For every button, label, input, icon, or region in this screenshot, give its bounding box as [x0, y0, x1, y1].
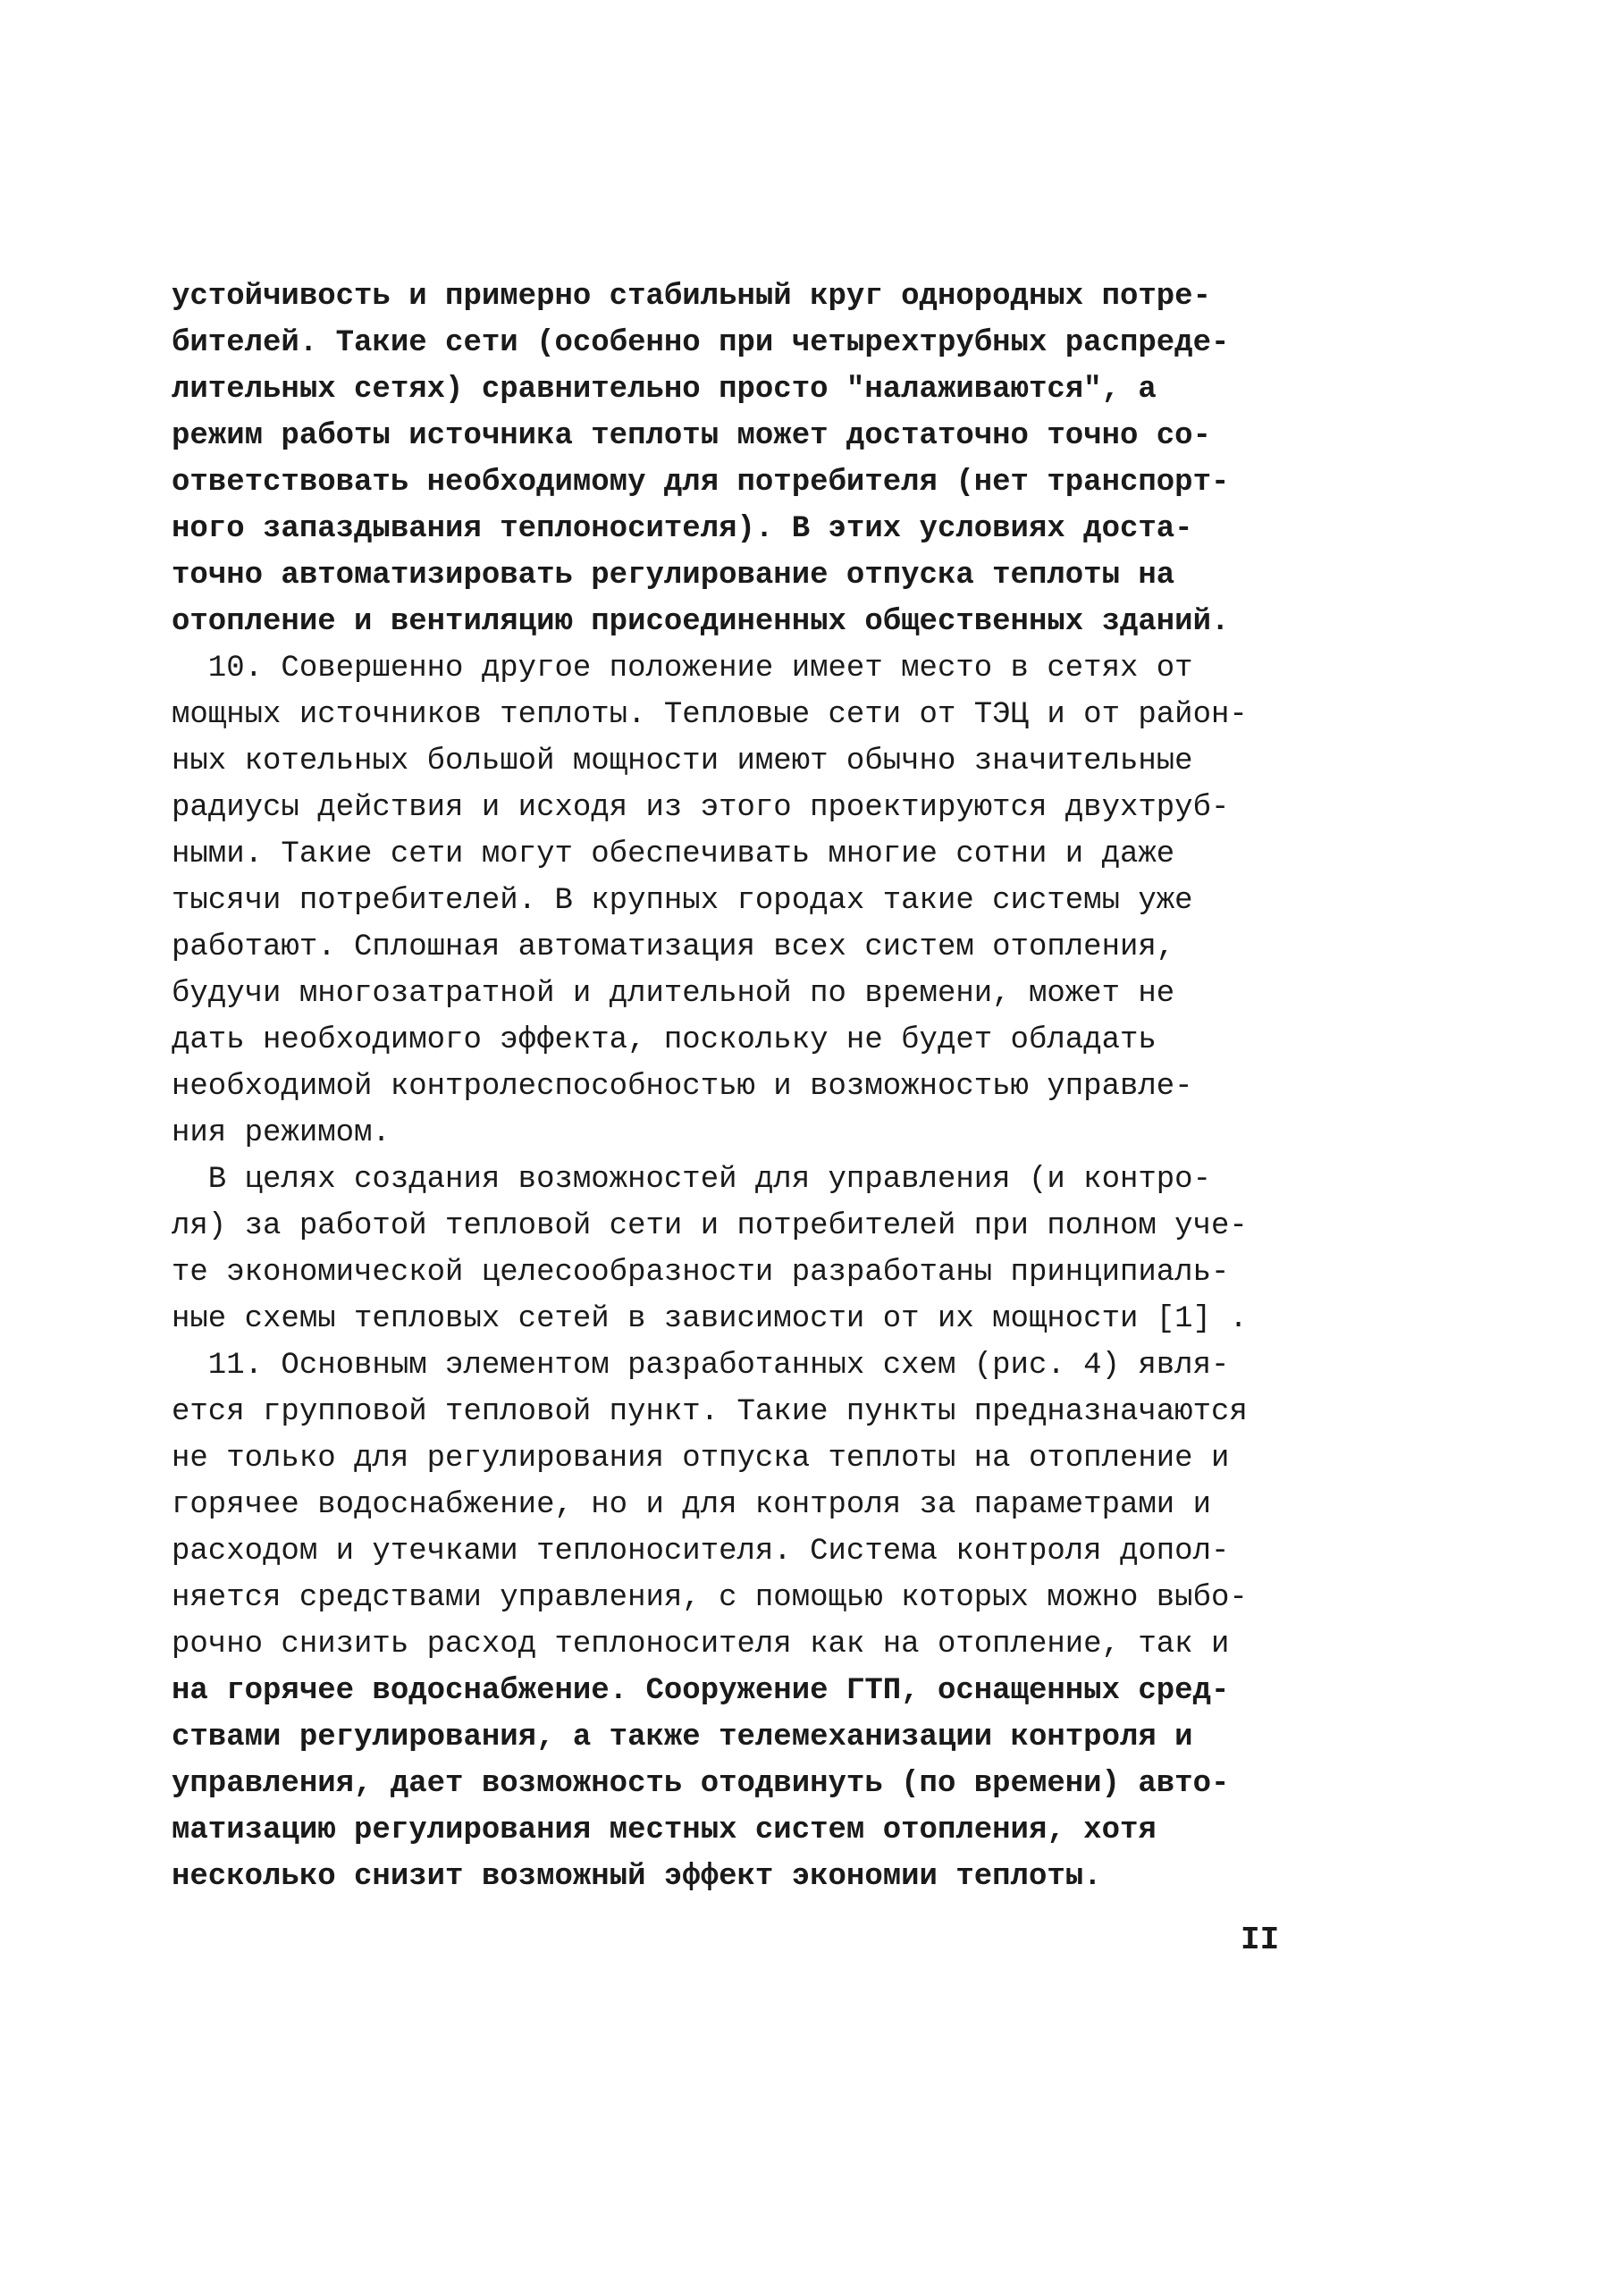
- text-line: матизацию регулирования местных систем отопления, хотя: [172, 1813, 1157, 1847]
- text-line: ответствовать необходимому для потребителя (нет транспорт-: [172, 466, 1230, 500]
- text-line: те экономической целесообразности разработаны принципиаль-: [172, 1256, 1230, 1290]
- text-line: тысячи потребителей. В крупных городах такие системы уже: [172, 884, 1193, 918]
- text-line: ных котельных большой мощности имеют обычно значительные: [172, 745, 1193, 778]
- text-line: устойчивость и примерно стабильный круг однородных потре-: [172, 280, 1211, 314]
- text-line: В целях создания возможностей для управления (и контро-: [172, 1163, 1211, 1197]
- text-line: радиусы действия и исходя из этого проектируются двухтруб-: [172, 791, 1230, 825]
- text-line: управления, дает возможность отодвинуть (по времени) авто-: [172, 1767, 1230, 1801]
- text-line: не только для регулирования отпуска теплоты на отопление и: [172, 1442, 1230, 1476]
- text-line: ется групповой тепловой пункт. Такие пункты предназначаются: [172, 1395, 1248, 1429]
- text-line: необходимой контролеспособностью и возможностью управле-: [172, 1070, 1193, 1104]
- text-line: бителей. Такие сети (особенно при четырехтрубных распреде-: [172, 326, 1230, 360]
- text-line: режим работы источника теплоты может достаточно точно со-: [172, 419, 1211, 453]
- text-line: мощных источников теплоты. Тепловые сети от ТЭЦ и от район-: [172, 698, 1248, 732]
- text-line: ного запаздывания теплоносителя). В этих условиях доста-: [172, 512, 1193, 546]
- text-line: няется средствами управления, с помощью которых можно выбо-: [172, 1581, 1248, 1615]
- text-line: ствами регулирования, а также телемеханизации контроля и: [172, 1721, 1193, 1754]
- text-line: горячее водоснабжение, но и для контроля за параметрами и: [172, 1488, 1211, 1522]
- text-line: на горячее водоснабжение. Сооружение ГТП, оснащенных сред-: [172, 1674, 1230, 1708]
- text-line: несколько снизит возможный эффект экономии теплоты.: [172, 1860, 1102, 1894]
- text-line: 10. Совершенно другое положение имеет место в сетях от: [172, 652, 1193, 686]
- text-line: будучи многозатратной и длительной по времени, может не: [172, 977, 1175, 1011]
- text-line: ля) за работой тепловой сети и потребителей при полном уче-: [172, 1209, 1248, 1243]
- text-line: расходом и утечками теплоносителя. Система контроля допол-: [172, 1535, 1230, 1569]
- text-line: ные схемы тепловых сетей в зависимости от их мощности [1] .: [172, 1302, 1248, 1336]
- text-line: точно автоматизировать регулирование отпуска теплоты на: [172, 559, 1175, 593]
- page-number: II: [1241, 1922, 1280, 1958]
- text-line: 11. Основным элементом разработанных схем (рис. 4) явля-: [172, 1349, 1230, 1383]
- text-line: лительных сетях) сравнительно просто "налаживаются", а: [172, 373, 1157, 407]
- text-line: ными. Такие сети могут обеспечивать многие сотни и даже: [172, 837, 1175, 871]
- text-line: ния режимом.: [172, 1116, 391, 1150]
- text-line: работают. Сплошная автоматизация всех систем отопления,: [172, 930, 1175, 964]
- text-line: рочно снизить расход теплоносителя как на отопление, так и: [172, 1628, 1230, 1662]
- text-line: отопление и вентиляцию присоединенных общественных зданий.: [172, 605, 1230, 639]
- text-line: дать необходимого эффекта, поскольку не будет обладать: [172, 1023, 1157, 1057]
- body-text: [172, 273, 1289, 1900]
